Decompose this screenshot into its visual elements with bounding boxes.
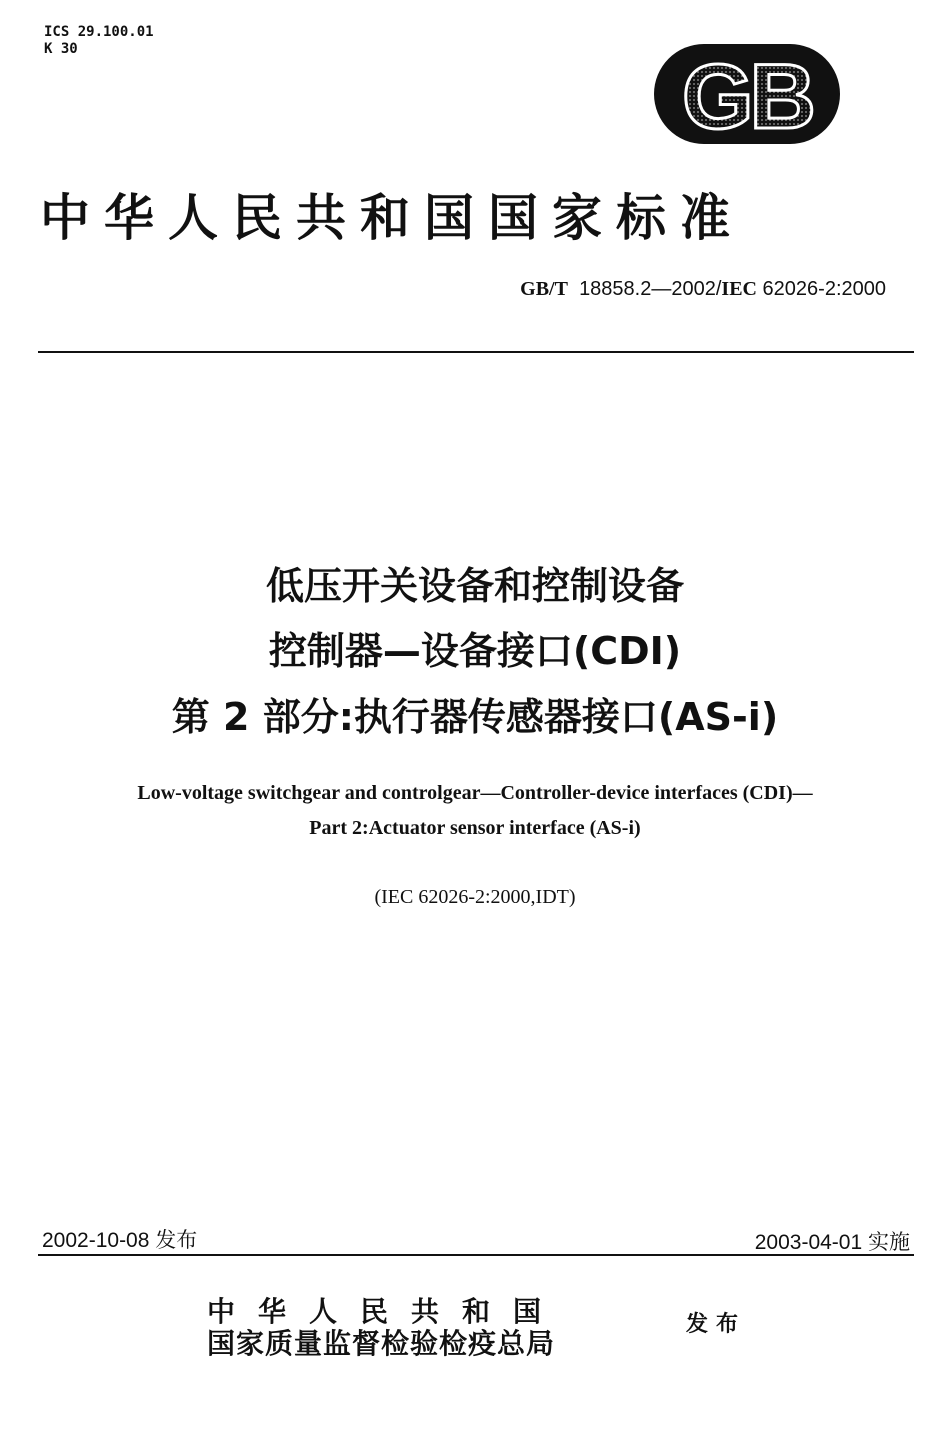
equivalence-note: (IEC 62026-2:2000,IDT) (374, 886, 576, 908)
svg-text:GB: GB (682, 46, 812, 146)
publication-date: 2002-10-08 发布 (42, 1229, 198, 1252)
iec-prefix: IEC (721, 278, 757, 300)
title-cn-line-3: 第 2 部分:执行器传感器接口(AS-i) (171, 695, 779, 739)
gb-logo-icon (652, 42, 842, 146)
title-en-line-2: Part 2:Actuator sensor interface (AS-i) (309, 817, 641, 839)
issue-action: 发布 (686, 1312, 747, 1337)
ccs-code: K 30 (44, 41, 78, 57)
title-cn-line-2: 控制器—设备接口(CDI) (268, 629, 682, 673)
standard-number (520, 278, 886, 301)
std-number: 18858.2—2002/ (579, 278, 722, 300)
issuer-line-1: 中华人民共和国 (207, 1295, 565, 1328)
std-prefix: GB/T (520, 278, 568, 300)
header-divider (38, 351, 914, 353)
issuer-line-2: 国家质量监督检验检疫总局 (207, 1327, 556, 1360)
ics-classification (44, 24, 154, 58)
iec-number: 62026-2:2000 (762, 278, 886, 300)
title-cn-line-1: 低压开关设备和控制设备 (265, 564, 684, 608)
ics-code: ICS 29.100.01 (44, 24, 154, 40)
footer-divider (38, 1254, 914, 1256)
title-en-line-1: Low-voltage switchgear and controlgear—Controller-device interfaces (CDI)— (137, 782, 813, 804)
national-standard-title: 中华人民共和国国家标准 (40, 188, 744, 247)
implementation-date: 2003-04-01 实施 (754, 1231, 910, 1254)
